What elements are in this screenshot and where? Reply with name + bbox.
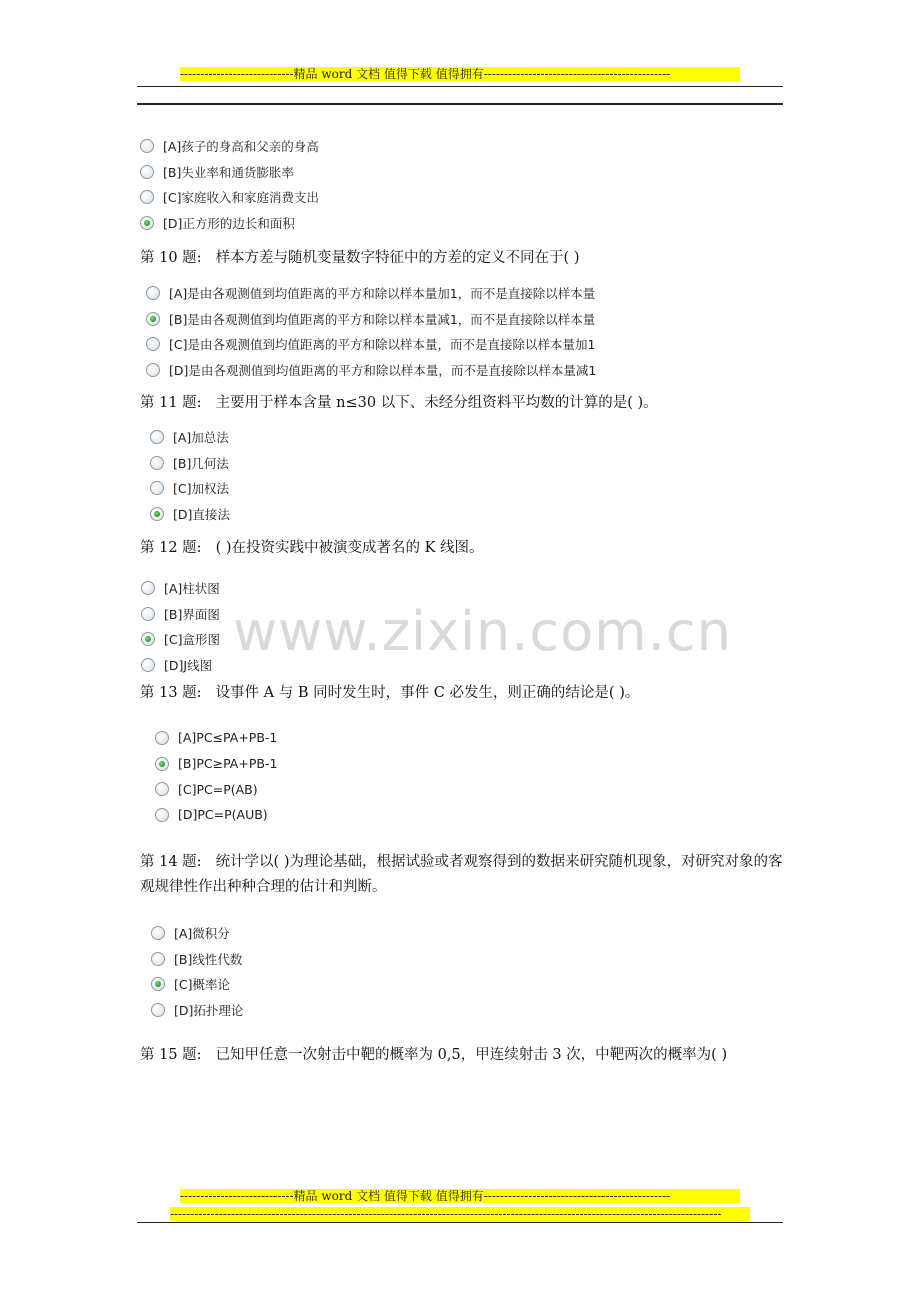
question-text: 统计学以( )为理论基础，根据试验或者观察得到的数据来研究随机现象，对研究对象的客观规律性作出种种合理的估计和判断。 [140, 854, 783, 895]
q14-options [151, 920, 243, 1023]
q11-options [150, 424, 230, 527]
radio-button[interactable] [151, 926, 165, 940]
option-label: [A]孩子的身高和父亲的身高 [163, 138, 319, 154]
question-11 [140, 391, 790, 416]
footer-rule [137, 1222, 783, 1223]
question-10 [140, 246, 790, 271]
question-12 [140, 536, 790, 561]
option-q13-a[interactable] [155, 725, 277, 751]
option-label: [C]家庭收入和家庭消费支出 [163, 190, 319, 206]
question-text: 设事件 A 与 B 同时发生时，事件 C 必发生，则正确的结论是( )。 [215, 685, 640, 701]
radio-button-selected[interactable] [146, 312, 160, 326]
option-q13-c[interactable] [155, 776, 277, 802]
radio-button-selected[interactable] [155, 757, 169, 771]
option-q13-b[interactable] [155, 751, 277, 777]
question-number: 第 14 题: [140, 854, 202, 870]
radio-button-selected[interactable] [150, 507, 164, 521]
option-label: [C]PC=P(AB) [178, 781, 258, 797]
radio-button[interactable] [141, 607, 155, 621]
radio-button[interactable] [155, 808, 169, 822]
radio-button[interactable] [155, 731, 169, 745]
option-q9-d[interactable] [140, 210, 319, 236]
radio-button[interactable] [150, 430, 164, 444]
radio-button-selected[interactable] [151, 977, 165, 991]
option-label: [A]是由各观测值到均值距离的平方和除以样本量加1，而不是直接除以样本量 [169, 285, 596, 301]
q13-options [155, 725, 277, 828]
q12-options [141, 575, 220, 678]
option-label: [B]界面图 [164, 606, 220, 622]
option-label: [B]失业率和通货膨胀率 [163, 164, 294, 180]
option-label: [C]是由各观测值到均值距离的平方和除以样本量，而不是直接除以样本量加1 [169, 337, 596, 353]
radio-button-selected[interactable] [141, 632, 155, 646]
option-q12-d[interactable] [141, 652, 220, 678]
question-number: 第 11 题: [140, 395, 202, 411]
question-text: ( )在投资实践中被演变成著名的 K 线图。 [215, 540, 484, 556]
footer-dashes: ---------------------------------------------------------------------------------------------------------------------------------------- [170, 1207, 750, 1221]
option-q9-b[interactable] [140, 159, 319, 185]
option-label: [D]拓扑理论 [174, 1002, 244, 1018]
radio-button-selected[interactable] [140, 216, 154, 230]
header-rule-thick [137, 103, 783, 105]
option-q10-a[interactable] [146, 280, 596, 306]
question-15 [140, 1043, 790, 1068]
option-q14-d[interactable] [151, 997, 243, 1023]
option-q12-b[interactable] [141, 601, 220, 627]
watermark: www.zixin.com.cn [233, 600, 732, 663]
option-label: [D]直接法 [173, 506, 230, 522]
option-label: [A]微积分 [174, 925, 230, 941]
header-rule-thin [137, 86, 783, 87]
option-q11-a[interactable] [150, 424, 230, 450]
radio-button[interactable] [141, 581, 155, 595]
question-text: 样本方差与随机变量数字特征中的方差的定义不同在于( ) [215, 250, 580, 266]
option-label: [A]柱状图 [164, 580, 220, 596]
radio-button[interactable] [140, 190, 154, 204]
option-label: [D]PC=P(AUB) [178, 807, 268, 823]
option-q10-c[interactable] [146, 331, 596, 357]
option-q9-c[interactable] [140, 184, 319, 210]
radio-button[interactable] [140, 165, 154, 179]
question-13 [140, 681, 790, 706]
header-banner: ----------------------------精品 word 文档 值得下载 值得拥有---------------------------------------------- [180, 67, 740, 81]
option-label: [B]PC≥PA+PB-1 [178, 756, 278, 772]
q9-options [140, 133, 319, 236]
q10-options [146, 280, 596, 383]
radio-button[interactable] [146, 286, 160, 300]
option-q9-a[interactable] [140, 133, 319, 159]
radio-button[interactable] [150, 456, 164, 470]
option-label: [D]是由各观测值到均值距离的平方和除以样本量，而不是直接除以样本量减1 [169, 362, 597, 378]
option-q11-c[interactable] [150, 475, 230, 501]
option-label: [D]J线图 [164, 657, 213, 673]
option-label: [C]盒形图 [164, 632, 220, 648]
radio-button[interactable] [150, 481, 164, 495]
radio-button[interactable] [141, 658, 155, 672]
radio-button[interactable] [146, 337, 160, 351]
radio-button[interactable] [140, 139, 154, 153]
radio-button[interactable] [151, 1003, 165, 1017]
option-q10-b[interactable] [146, 306, 596, 332]
question-number: 第 13 题: [140, 685, 202, 701]
question-number: 第 15 题: [140, 1047, 202, 1063]
option-q14-a[interactable] [151, 920, 243, 946]
question-number: 第 10 题: [140, 250, 202, 266]
footer-banner: ----------------------------精品 word 文档 值得下载 值得拥有---------------------------------------------- [180, 1189, 740, 1203]
option-label: [C]概率论 [174, 977, 230, 993]
option-q10-d[interactable] [146, 357, 596, 383]
radio-button[interactable] [146, 363, 160, 377]
option-label: [C]加权法 [173, 481, 229, 497]
option-q12-a[interactable] [141, 575, 220, 601]
radio-button[interactable] [155, 782, 169, 796]
option-label: [B]几何法 [173, 455, 229, 471]
option-q11-d[interactable] [150, 501, 230, 527]
option-label: [A]PC≤PA+PB-1 [178, 730, 278, 746]
option-q12-c[interactable] [141, 626, 220, 652]
question-number: 第 12 题: [140, 540, 202, 556]
question-text: 主要用于样本含量 n≤30 以下、未经分组资料平均数的计算的是( )。 [215, 395, 658, 411]
question-text: 已知甲任意一次射击中靶的概率为 0,5，甲连续射击 3 次，中靶两次的概率为( ) [215, 1047, 728, 1063]
option-q13-d[interactable] [155, 802, 277, 828]
question-14 [140, 850, 790, 900]
option-label: [D]正方形的边长和面积 [163, 215, 295, 231]
option-q11-b[interactable] [150, 450, 230, 476]
option-label: [A]加总法 [173, 429, 229, 445]
option-label: [B]线性代数 [174, 951, 243, 967]
radio-button[interactable] [151, 952, 165, 966]
option-label: [B]是由各观测值到均值距离的平方和除以样本量减1，而不是直接除以样本量 [169, 311, 596, 327]
option-q14-b[interactable] [151, 946, 243, 972]
option-q14-c[interactable] [151, 971, 243, 997]
